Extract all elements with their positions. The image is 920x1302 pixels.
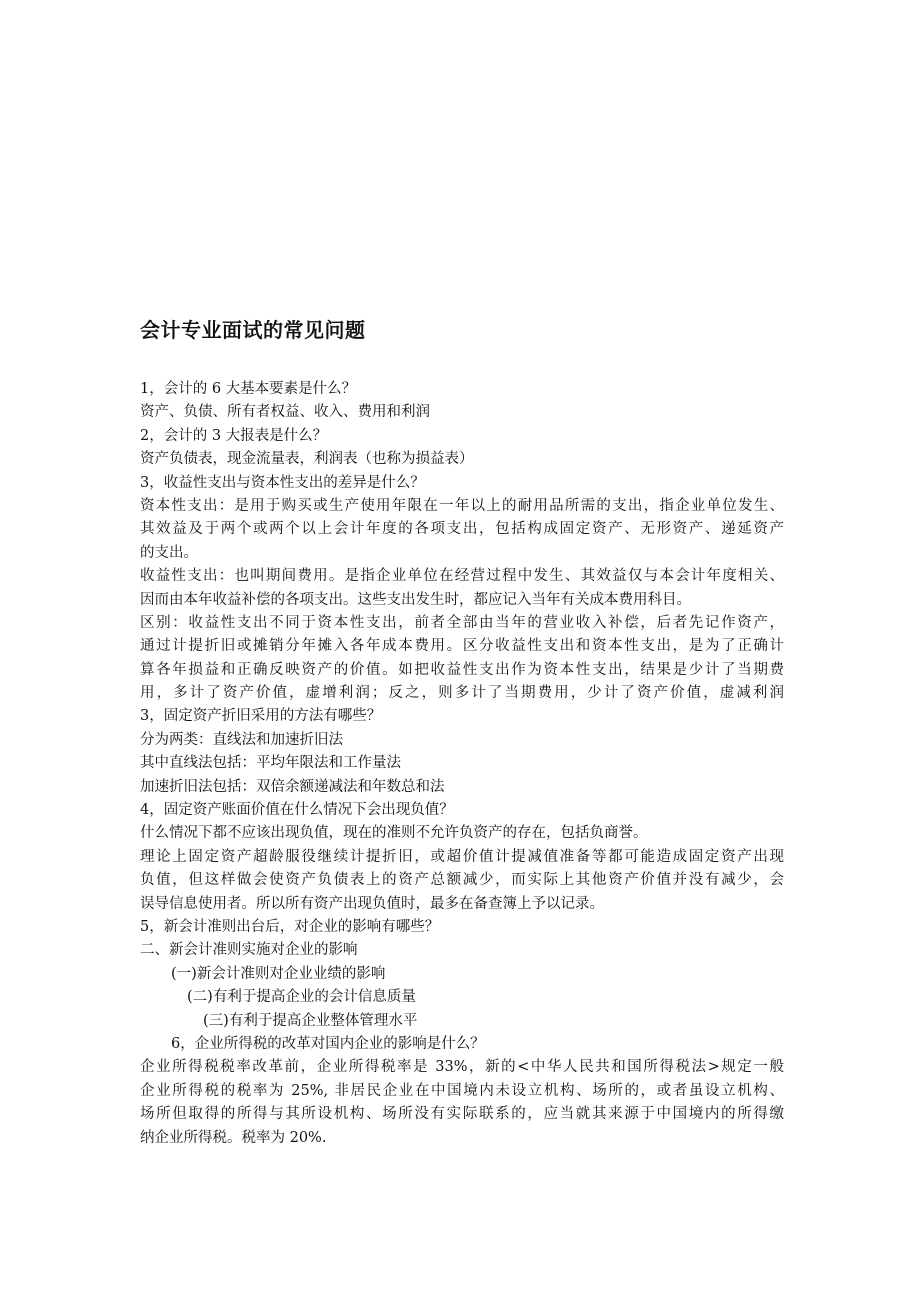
text-line: (三)有利于提高企业整体管理水平 — [203, 1012, 418, 1029]
text-line: 算各年损益和正确反映资产的价值。如把收益性支出作为资本性支出，结果是少计了当期费 — [140, 661, 784, 678]
text-line: 3，收益性支出与资本性支出的差异是什么？ — [140, 474, 425, 491]
document-body — [140, 378, 784, 1150]
document-title: 会计专业面试的常见问题 — [140, 318, 366, 342]
text-line: 其中直线法包括：平均年限法和工作量法 — [140, 755, 401, 772]
text-line: (一)新会计准则对企业业绩的影响 — [171, 965, 386, 982]
text-line: 负值，但这样做会使资产负债表上的资产总额减少，而实际上其他资产价值并没有减少，会 — [140, 872, 784, 889]
text-line: (二)有利于提高企业的会计信息质量 — [187, 989, 416, 1006]
text-line: 5，新会计准则出台后，对企业的影响有哪些？ — [140, 918, 440, 935]
text-line: 加速折旧法包括：双倍余额递减法和年数总和法 — [140, 778, 445, 795]
text-line: 二、新会计准则实施对企业的影响 — [140, 942, 358, 959]
text-line: 什么情况下都不应该出现负值，现在的准则不允许负资产的存在，包括负商誉。 — [140, 825, 648, 842]
text-line: 分为两类：直线法和加速折旧法 — [140, 731, 343, 748]
text-line: 场所但取得的所得与其所设机构、场所没有实际联系的，应当就其来源于中国境内的所得缴 — [140, 1106, 784, 1123]
text-line: 区别：收益性支出不同于资本性支出，前者全部由当年的营业收入补偿，后者先记作资产， — [140, 614, 784, 631]
text-line: 资本性支出：是用于购买或生产使用年限在一年以上的耐用品所需的支出，指企业单位发生、 — [140, 497, 784, 514]
text-line: 通过计提折旧或摊销分年摊入各年成本费用。区分收益性支出和资本性支出，是为了正确计 — [140, 638, 784, 655]
text-line: 3，固定资产折旧采用的方法有哪些？ — [140, 708, 382, 725]
text-line: 资产负债表，现金流量表，利润表（也称为损益表） — [140, 451, 474, 468]
text-line: 2，会计的 3 大报表是什么？ — [140, 427, 328, 444]
text-line: 企业所得税的税率为 25%, 非居民企业在中国境内未设立机构、场所的，或者虽设立机构、 — [140, 1082, 784, 1099]
text-line: 其效益及于两个或两个以上会计年度的各项支出，包括构成固定资产、无形资产、递延资产 — [140, 521, 784, 538]
text-line: 收益性支出：也叫期间费用。是指企业单位在经营过程中发生、其效益仅与本会计年度相关、 — [140, 568, 784, 585]
text-line: 的支出。 — [140, 544, 198, 561]
text-line: 资产、负债、所有者权益、收入、费用和利润 — [140, 404, 430, 421]
text-line: 误导信息使用者。所以所有资产出现负值时，最多在备查簿上予以记录。 — [140, 895, 604, 912]
text-line: 1，会计的 6 大基本要素是什么？ — [140, 381, 357, 397]
text-line: 因而由本年收益补偿的各项支出。这些支出发生时，都应记入当年有关成本费用科目。 — [140, 591, 691, 608]
text-line: 理论上固定资产超龄服役继续计提折旧，或超价值计提减值准备等都可能造成固定资产出现 — [140, 848, 784, 865]
text-line: 6，企业所得税的改革对国内企业的影响是什么？ — [171, 1035, 485, 1052]
text-line: 4，固定资产账面价值在什么情况下会出现负值？ — [140, 802, 454, 819]
text-line: 纳企业所得税。税率为 20%. — [140, 1129, 327, 1146]
text-line: 用，多计了资产价值，虚增利润；反之，则多计了当期费用，少计了资产价值，虚减利润 — [140, 685, 784, 702]
text-line: 企业所得税税率改革前，企业所得税率是 33%，新的<中华人民共和国所得税法>规定一般 — [140, 1059, 784, 1076]
